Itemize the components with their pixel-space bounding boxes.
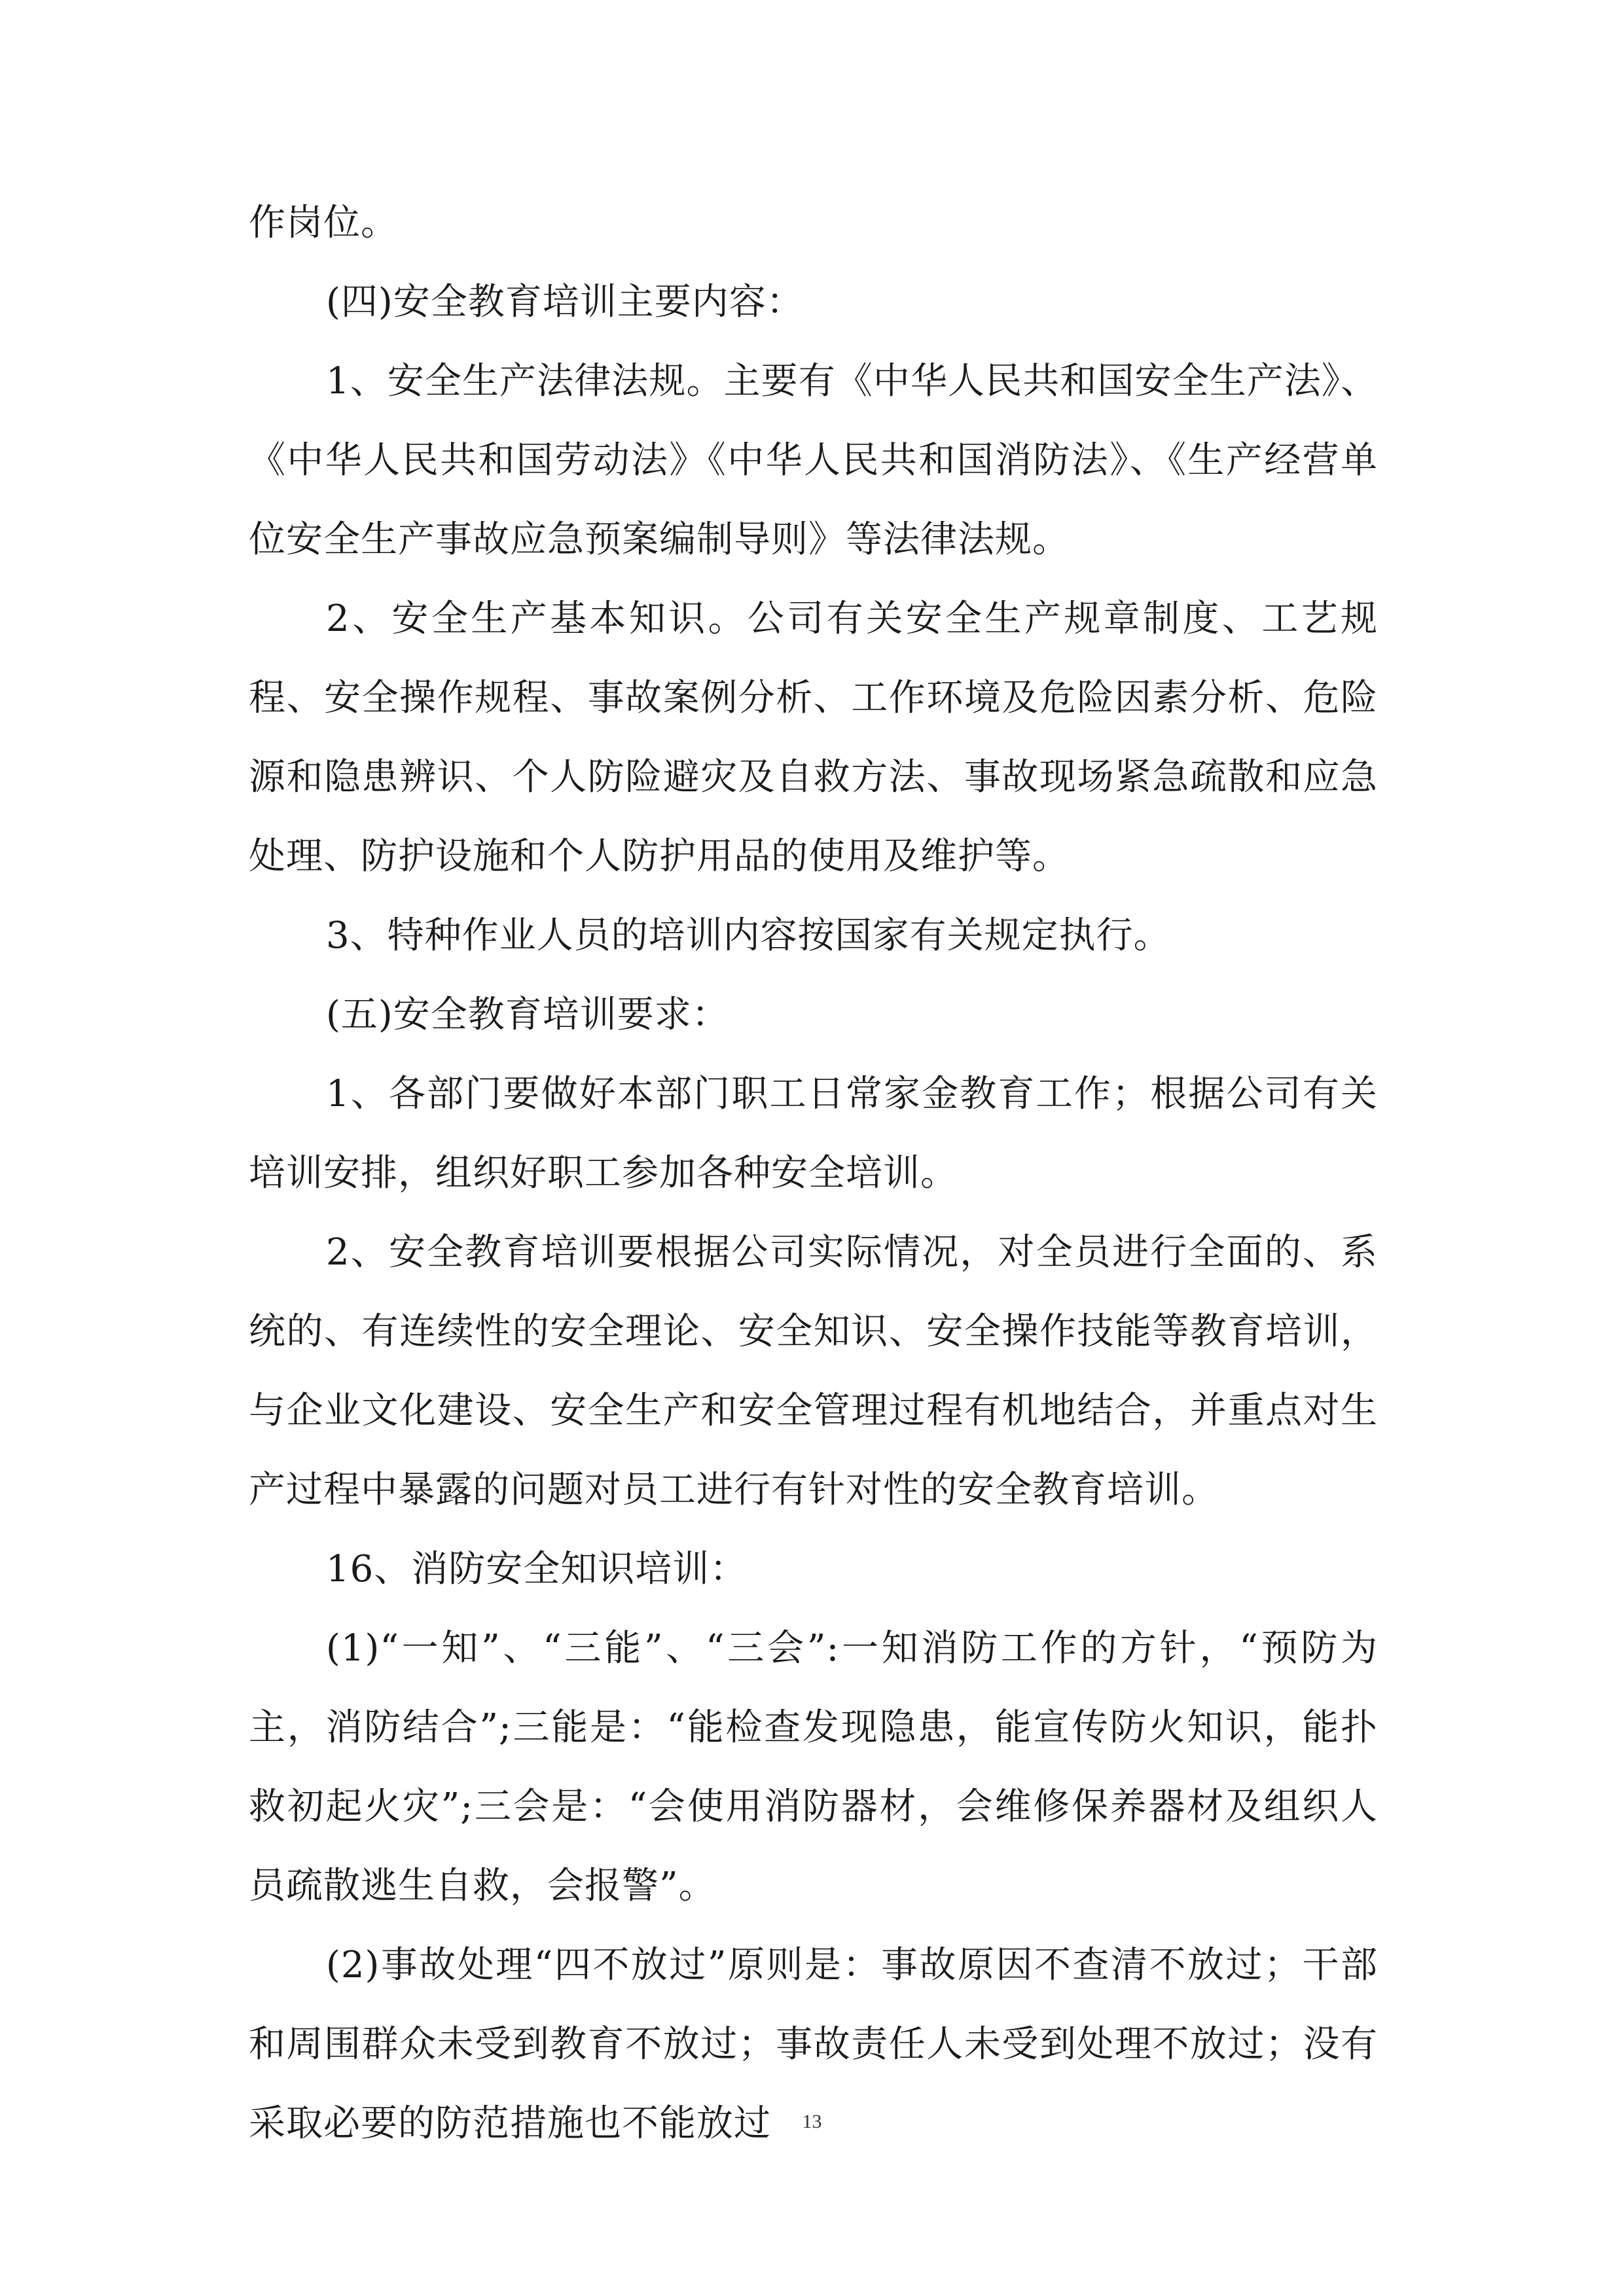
document-body: [249, 183, 1378, 2163]
paragraph: (2)事故处理“四不放过”原则是：事故原因不查清不放过；干部和周围群众未受到教育不放过；事故责任人未受到处理不放过；没有采取必要的防范措施也不能放过: [249, 1944, 1378, 2145]
section-heading: (五)安全教育培训要求：: [326, 994, 729, 1036]
page-number: 13: [802, 2111, 822, 2132]
section-heading: (四)安全教育培训主要内容：: [326, 281, 804, 323]
paragraph: 1、安全生产法律法规。主要有《中华人民共和国安全生产法》、《中华人民共和国劳动法》《中华人民共和国消防法》、《生产经营单位安全生产事故应急预案编制导则》等法律法规。: [249, 360, 1378, 561]
paragraph: 1、各部门要做好本部门职工日常家金教育工作；根据公司有关培训安排，组织好职工参加各种安全培训。: [249, 1073, 1378, 1194]
section-heading: 16、消防安全知识培训：: [326, 1548, 748, 1590]
paragraph: 2、安全生产基本知识。公司有关安全生产规章制度、工艺规程、安全操作规程、事故案例分析、工作环境及危险因素分析、危险源和隐患辨识、个人防险避灾及自救方法、事故现场紧急疏散和应急处理、防护设施和个人防护用品的使用及维护等。: [249, 598, 1378, 878]
paragraph: (1)“一知”、“三能”、“三会”:一知消防工作的方针，“预防为主，消防结合”;三能是：“能检查发现隐患，能宣传防火知识，能扑救初起火灾”;三会是：“会使用消防器材，会维修保养器材及组织人员疏散逃生自救，会报警”。: [249, 1627, 1378, 1907]
paragraph: 3、特种作业人员的培训内容按国家有关规定执行。: [326, 914, 1171, 957]
paragraph: 作岗位。: [249, 202, 398, 244]
paragraph: 2、安全教育培训要根据公司实际情况，对全员进行全面的、系统的、有连续性的安全理论、安全知识、安全操作技能等教育培训，与企业文化建设、安全生产和安全管理过程有机地结合，并重点对生产过程中暴露的问题对员工进行有针对性的安全教育培训。: [249, 1231, 1378, 1511]
